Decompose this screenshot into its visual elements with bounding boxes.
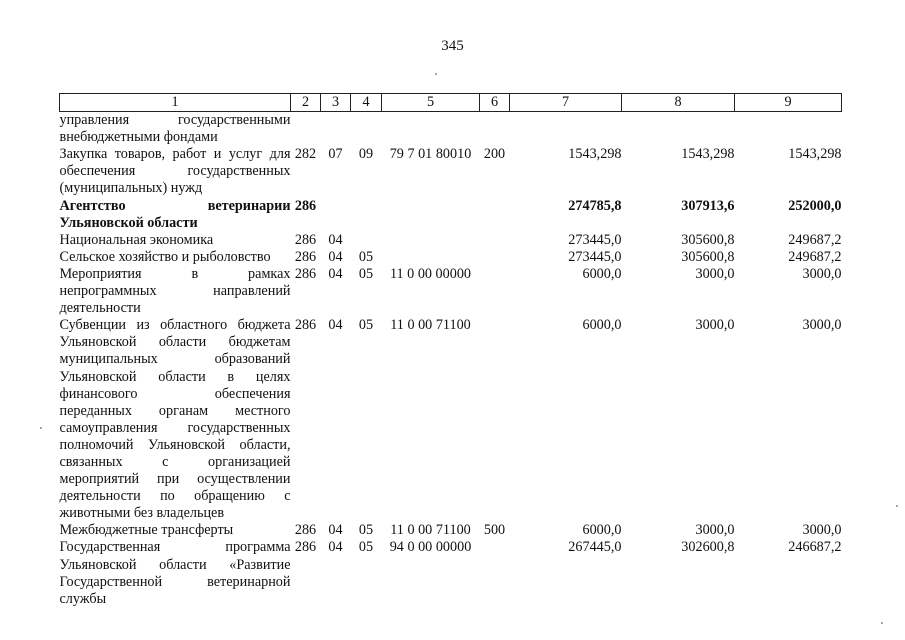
row-value-year2: 302600,8 [681, 539, 735, 556]
row-name: Агентство ветеринарии Ульяновской области [59, 197, 291, 231]
row-ved: 286 [294, 231, 317, 248]
row-vr: 500 [483, 522, 506, 539]
table-row [60, 198, 842, 232]
row-value-year3: 3000,0 [802, 317, 842, 334]
row-rz: 04 [328, 231, 343, 248]
row-value-year1: 6000,0 [582, 317, 622, 334]
table-row [60, 522, 842, 539]
row-csr [382, 249, 480, 266]
row-name: Субвенции из областного бюджета Ульяновской области бюджетам муниципальных образований Ульяновской области в целях финансового обеспечения переданных органам местного самоуправления государственных полномочий Ульяновской области, связанных с организацией мероприятий при осуществлении деятельности по обращению с животными без владельцев [59, 317, 291, 522]
header-col-1: 1 [60, 94, 291, 112]
row-value-year2: 307913,6 [681, 197, 735, 214]
row-ved [291, 112, 321, 147]
row-rz: 07 [328, 146, 343, 163]
row-csr: 94 0 00 00000 [389, 539, 472, 556]
header-row [60, 94, 842, 112]
row-name: Сельское хозяйство и рыболовство [59, 248, 271, 265]
row-value-year1: 273445,0 [568, 248, 622, 265]
row-value-year3: 1543,298 [788, 146, 842, 163]
row-vr [480, 317, 510, 522]
header-col-5: 5 [382, 94, 480, 112]
row-rz [321, 198, 351, 232]
row-value-year3: 246687,2 [788, 539, 842, 556]
row-csr: 79 7 01 80010 [389, 146, 472, 163]
row-value-year3: 3000,0 [802, 265, 842, 282]
row-value-year2: 3000,0 [695, 522, 735, 539]
row-value-year2: 305600,8 [681, 248, 735, 265]
row-name: Межбюджетные трансферты [59, 522, 234, 539]
header-col-3: 3 [321, 94, 351, 112]
header-col-4: 4 [351, 94, 382, 112]
row-value-year1: 1543,298 [568, 146, 622, 163]
row-pr [351, 198, 382, 232]
row-rz: 04 [328, 539, 343, 556]
row-pr: 05 [358, 265, 374, 282]
row-pr: 05 [358, 317, 374, 334]
row-value-year1: 267445,0 [568, 539, 622, 556]
row-csr: 11 0 00 71100 [390, 317, 471, 334]
row-value-year2 [622, 112, 735, 147]
row-name: Национальная экономика [59, 231, 214, 248]
row-vr [480, 232, 510, 249]
row-pr [351, 232, 382, 249]
row-csr: 11 0 00 00000 [389, 265, 472, 282]
row-rz [321, 112, 351, 147]
row-vr: 200 [483, 146, 506, 163]
row-name: управления государственными внебюджетными фондами [59, 112, 291, 146]
budget-table [59, 93, 842, 608]
row-value-year2: 1543,298 [681, 146, 735, 163]
table-row [60, 232, 842, 249]
row-ved: 286 [294, 522, 317, 539]
row-csr [382, 232, 480, 249]
header-col-7: 7 [510, 94, 622, 112]
row-value-year1: 6000,0 [582, 265, 622, 282]
row-value-year1: 6000,0 [582, 522, 622, 539]
row-ved: 286 [294, 265, 317, 282]
row-value-year3: 249687,2 [788, 231, 842, 248]
row-name: Государственная программа Ульяновской области «Развитие Государственной ветеринарной службы [59, 539, 291, 607]
row-value-year2: 3000,0 [695, 265, 735, 282]
table-row [60, 539, 842, 607]
row-rz: 04 [328, 248, 343, 265]
row-vr [480, 198, 510, 232]
row-vr [480, 539, 510, 607]
row-rz: 04 [328, 317, 343, 334]
row-pr: 05 [358, 539, 374, 556]
row-rz: 04 [328, 522, 343, 539]
row-csr [382, 112, 480, 147]
row-vr [480, 266, 510, 317]
row-value-year1: 273445,0 [568, 231, 622, 248]
row-pr [351, 112, 382, 147]
row-csr [382, 198, 480, 232]
page-number: 345 [441, 38, 464, 54]
table-row [60, 112, 842, 147]
table-row [60, 249, 842, 266]
table-row [60, 146, 842, 197]
scan-speck [435, 73, 437, 75]
row-name: Мероприятия в рамках непрограммных направлений деятельности [59, 265, 291, 317]
row-rz: 04 [328, 265, 343, 282]
scan-speck [40, 427, 42, 429]
row-value-year3: 249687,2 [788, 248, 842, 265]
row-ved: 282 [294, 146, 317, 163]
row-ved: 286 [294, 197, 317, 214]
header-col-2: 2 [291, 94, 321, 112]
row-value-year1 [510, 112, 622, 147]
row-value-year2: 305600,8 [681, 231, 735, 248]
header-col-9: 9 [735, 94, 842, 112]
row-pr: 05 [358, 522, 374, 539]
header-col-6: 6 [480, 94, 510, 112]
row-vr [480, 249, 510, 266]
table-row [60, 317, 842, 522]
row-value-year3: 3000,0 [802, 522, 842, 539]
row-pr: 05 [358, 248, 374, 265]
scan-speck [896, 505, 898, 507]
row-pr: 09 [358, 146, 374, 163]
row-ved: 286 [294, 539, 317, 556]
row-ved: 286 [294, 317, 317, 334]
row-csr: 11 0 00 71100 [390, 522, 471, 539]
table-row [60, 266, 842, 317]
header-col-8: 8 [622, 94, 735, 112]
row-ved: 286 [294, 248, 317, 265]
row-value-year1: 274785,8 [568, 197, 622, 214]
row-value-year2: 3000,0 [695, 317, 735, 334]
row-value-year3: 252000,0 [788, 197, 842, 214]
row-value-year3 [735, 112, 842, 147]
row-vr [480, 112, 510, 147]
row-name: Закупка товаров, работ и услуг для обеспечения государственных (муниципальных) нужд [59, 146, 291, 197]
scan-speck [881, 622, 883, 624]
